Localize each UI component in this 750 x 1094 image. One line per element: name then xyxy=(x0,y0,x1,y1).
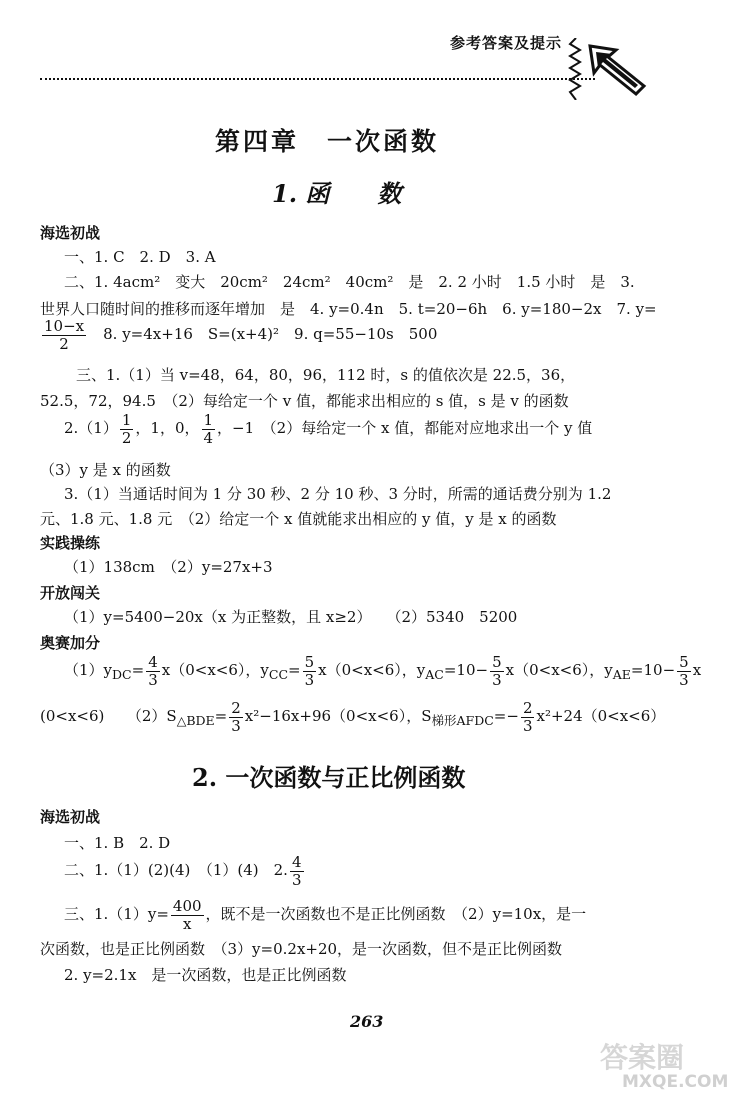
answer-line: 元、1.8 元、1.8 元 （2）给定一个 x 值就能求出相应的 y 值，y 是 x 的函数 xyxy=(40,510,557,528)
header-title: 参考答案及提示 xyxy=(450,34,563,52)
fraction: $\frac{4}{3}$ xyxy=(148,653,158,689)
zigzag-decoration-icon xyxy=(567,38,585,100)
header-dotted-rule xyxy=(40,78,595,80)
answer-line: 二、1. 4acm² 变大 20cm² 24cm² 40cm² 是 2. 2 小时 1.5 小时 是 3. xyxy=(64,273,635,291)
fraction: $\frac{4}{3}$ xyxy=(291,853,302,889)
fraction: $\frac{2}{3}$ xyxy=(231,699,241,735)
subsection-label: 实践操练 xyxy=(40,534,101,552)
answer-line: 一、1. C 2. D 3. A xyxy=(64,248,216,266)
answer-line: 3.（1）当通话时间为 1 分 30 秒、2 分 10 秒、3 分时，所需的通话费分别为 1.2 xyxy=(64,485,612,503)
fraction: $\frac{5}{3}$ xyxy=(492,653,502,689)
subsection-label: 海选初战 xyxy=(40,808,101,826)
fraction: $\frac{400}{x}$ xyxy=(172,897,202,933)
watermark-logo: 答案圈 xyxy=(600,1041,685,1074)
answer-line: $(1)y_{DC}=$ $\frac{4}{3}$ x（0<x<6），$y_{CC}=$ $\frac{5}{3}$ x（0<x<6），$y_{AC}=10-$ $\frac{5}{3}$ x（0<x<6），$y_{AE}=10-$ $\frac{5}{3}$ x xyxy=(64,653,702,689)
page-number: 263 xyxy=(350,1012,384,1031)
answer-line: (0<x<6) $(2)S_{\triangle BDE}=$ $\frac{2}{3}$ x²−16x+96（0<x<6），$S_{梯形AFDC}=-$ $\frac{2}{3}$ x²+24（0<x<6） xyxy=(40,699,666,735)
subsection-label: 开放闯关 xyxy=(40,584,101,602)
answer-line: 一、1. B 2. D xyxy=(64,834,171,852)
answer-line: 2.（1） $\frac{1}{2}$ ，1，0， $\frac{1}{4}$ ，−1 （2）每给定一个 x 值，都能对应地求出一个 y 值 xyxy=(64,411,593,447)
fraction: $\frac{5}{3}$ xyxy=(304,653,315,689)
fraction: $\frac{2}{3}$ xyxy=(522,699,533,735)
watermark-url: MXQE.COM xyxy=(622,1072,729,1092)
fraction: $\frac{5}{3}$ xyxy=(679,653,689,689)
answer-line: 世界人口随时间的推移而逐年增加 是 4. y=0.4n 5. t=20−6h 6. y=180−2x 7. y= xyxy=(40,300,657,318)
answer-line: 三、1.（1）y= $\frac{400}{x}$ ，既不是一次函数也不是正比例函数 （2）y=10x，是一 xyxy=(64,897,587,933)
arrow-decoration-icon xyxy=(588,44,648,96)
answer-line: 三、1.（1）当 v=48，64，80，96，112 时，s 的值依次是 22.5，36， xyxy=(76,366,576,384)
answer-line: 52.5，72，94.5 （2）每给定一个 v 值，都能求出相应的 s 值，s 是 v 的函数 xyxy=(40,392,569,410)
subsection-label: 海选初战 xyxy=(40,224,101,242)
fraction: $\frac{1}{4}$ xyxy=(203,411,214,447)
chapter-title: 第四章 一次函数 xyxy=(215,127,440,156)
section-title: 1. 函 数 xyxy=(272,179,402,208)
fraction: $\frac{10-x}{2}$ xyxy=(44,317,85,353)
answer-line: （1）138cm （2）y=27x+3 xyxy=(64,558,273,576)
answer-line: 二、1.（1）(2)(4) （1）(4) 2. $\frac{4}{3}$ xyxy=(64,853,302,889)
answer-line: 次函数，也是正比例函数 （3）y=0.2x+20，是一次函数，但不是正比例函数 xyxy=(40,940,563,958)
answer-line: $\frac{10-x}{2}$ 8. y=4x+16 S=(x+4)² 9. q=55−10s 500 xyxy=(44,317,438,353)
fraction: $\frac{1}{2}$ xyxy=(121,411,132,447)
answer-line: 2. y=2.1x 是一次函数，也是正比例函数 xyxy=(64,966,347,984)
answer-line: （1）y=5400−20x（x 为正整数，且 x≥2） （2）5340 5200 xyxy=(64,608,518,626)
answer-line: （3）y 是 x 的函数 xyxy=(40,461,171,479)
subsection-label: 奥赛加分 xyxy=(40,634,101,652)
section-title: 2. 一次函数与正比例函数 xyxy=(192,763,466,792)
